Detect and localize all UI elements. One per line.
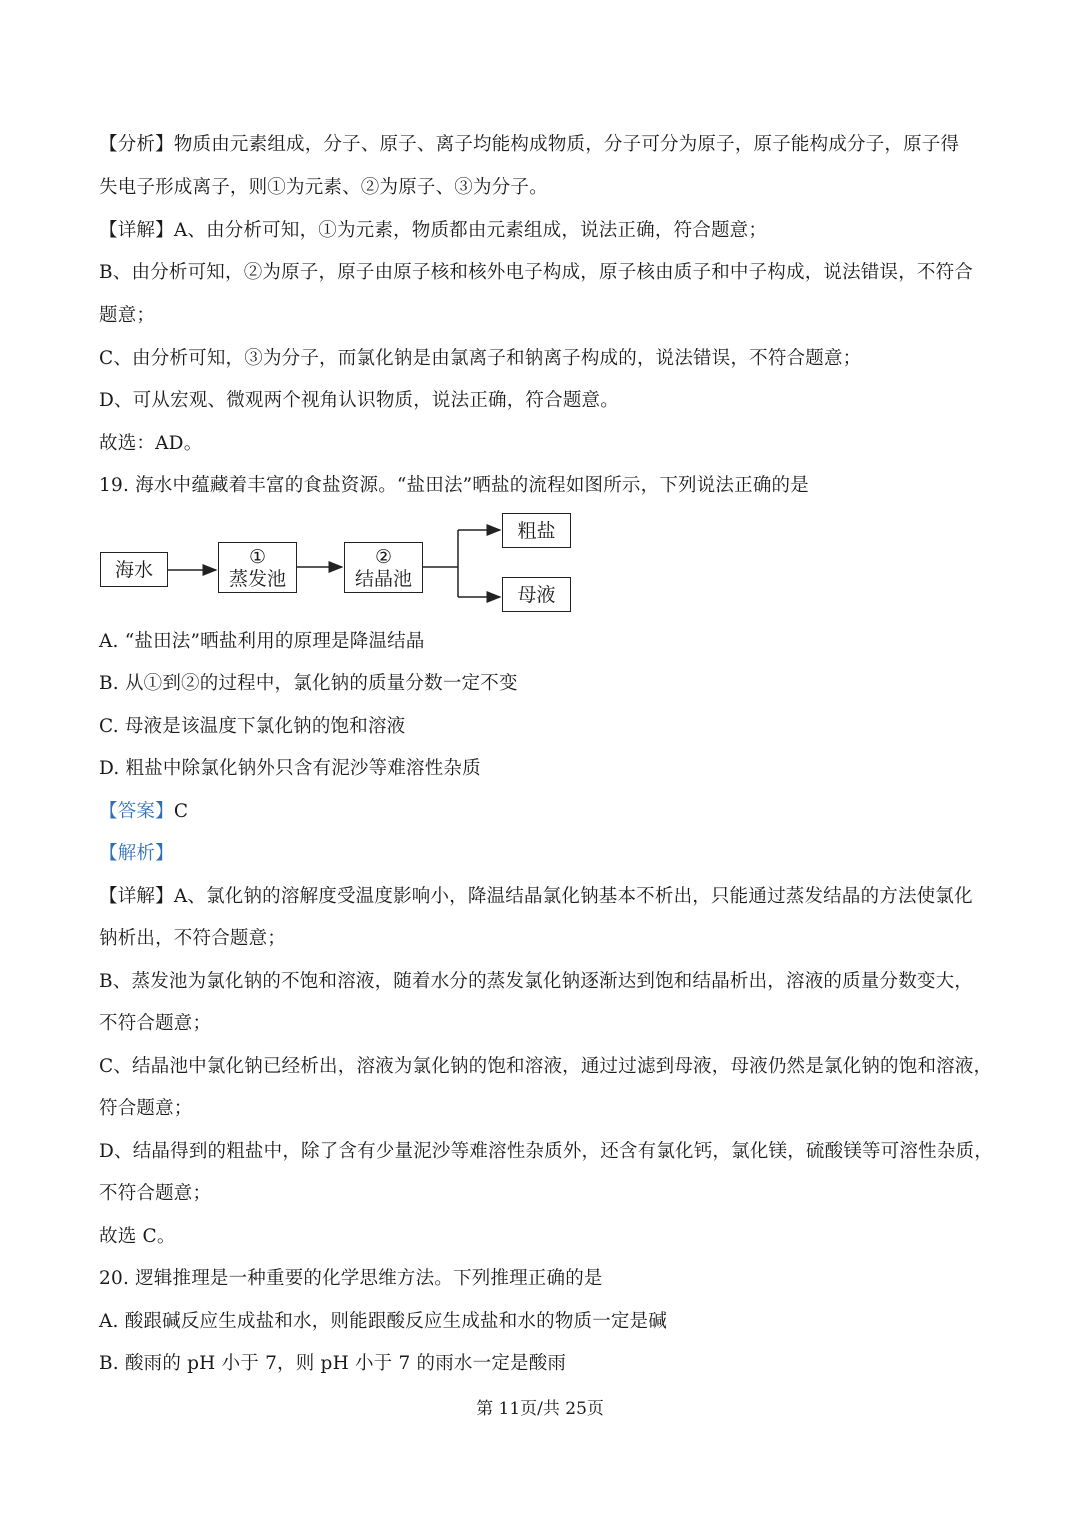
q19-detail-a2: 钠析出，不符合题意； (99, 928, 287, 949)
pond2-label: 结晶池 (354, 567, 412, 590)
pond2-number: ② (374, 545, 393, 568)
q20-option-b: B. 酸雨的 pH 小于 7，则 pH 小于 7 的雨水一定是酸雨 (99, 1353, 567, 1374)
crude-salt-box (502, 513, 571, 548)
detail18-label: 【详解】 (99, 220, 174, 241)
q19-detail-b1: B、蒸发池为氯化钠的不饱和溶液，随着水分的蒸发氯化钠逐渐达到饱和结晶析出，溶液的质量分数变大， (99, 971, 973, 992)
detail18-a-text: A、由分析可知，①为元素，物质都由元素组成，说法正确，符合题意； (173, 220, 768, 241)
detail18-line-b1: B、由分析可知，②为原子，原子由原子核和核外电子构成，原子核由质子和中子构成，说法错误，不符合 (99, 262, 973, 283)
q19-detail-b2: 不符合题意； (99, 1013, 212, 1034)
q19-detail-a1 (99, 884, 989, 910)
mother-liquor-box (502, 577, 571, 612)
q20-option-a: A. 酸跟碱反应生成盐和水，则能跟酸反应生成盐和水的物质一定是碱 (99, 1311, 668, 1332)
pond1-label: 蒸发池 (228, 567, 286, 590)
q19-option-c: C. 母液是该温度下氯化钠的饱和溶液 (99, 716, 406, 737)
analysis-line-2: 失电子形成离子，则①为元素、②为原子、③为分子。 (99, 177, 548, 198)
detail18-line-d: D、可从宏观、微观两个视角认识物质，说法正确，符合题意。 (99, 390, 619, 411)
q20-stem: 20. 逻辑推理是一种重要的化学思维方法。下列推理正确的是 (99, 1268, 603, 1289)
q19-detail-c1: C、结晶池中氯化钠已经析出，溶液为氯化钠的饱和溶液，通过过滤到母液，母液仍然是氯化钠的饱和溶液， (99, 1056, 993, 1077)
detail18-line-b2: 题意； (99, 305, 156, 326)
q19-option-a: A. “盐田法”晒盐利用的原理是降温结晶 (99, 631, 425, 652)
detail18-answer: 故选：AD。 (99, 433, 203, 454)
mother-liquor-label: 母液 (517, 583, 556, 606)
page-footer: 第 11页/共 25页 (476, 1399, 604, 1419)
evaporation-pond-box (218, 542, 297, 593)
q19-detail-label: 【详解】 (99, 886, 174, 907)
seawater-box (100, 552, 168, 587)
seawater-label: 海水 (114, 558, 153, 581)
q19-answer-value: C (173, 801, 189, 822)
q19-stem: 19. 海水中蕴藏着丰富的食盐资源。“盐田法”晒盐的流程如图所示，下列说法正确的是 (99, 475, 809, 496)
analysis-label: 【分析】 (99, 134, 174, 155)
pond1-number: ① (248, 545, 267, 568)
q19-analysis-label: 【解析】 (99, 843, 174, 864)
q19-option-b: B. 从①到②的过程中，氯化钠的质量分数一定不变 (99, 673, 518, 694)
q19-answer-line (99, 799, 989, 825)
crude-salt-label: 粗盐 (517, 519, 556, 542)
q19-detail-d2: 不符合题意； (99, 1183, 212, 1204)
crystallization-pond-box (344, 542, 423, 593)
q19-option-d: D. 粗盐中除氯化钠外只含有泥沙等难溶性杂质 (99, 758, 481, 779)
q19-final-answer: 故选 C。 (99, 1226, 176, 1247)
q19-detail-c2: 符合题意； (99, 1098, 193, 1119)
q19-detail-a1-text: A、氯化钠的溶解度受温度影响小，降温结晶氯化钠基本不析出，只能通过蒸发结晶的方法使氯化 (173, 886, 973, 907)
analysis-text-1: 物质由元素组成，分子、原子、离子均能构成物质，分子可分为原子，原子能构成分子，原子得 (173, 134, 960, 155)
q19-answer-label: 【答案】 (99, 801, 174, 822)
q19-detail-d1: D、结晶得到的粗盐中，除了含有少量泥沙等难溶性杂质外，还含有氯化钙，氯化镁，硫酸镁等可溶性杂质， (99, 1141, 993, 1162)
detail18-line-c: C、由分析可知，③为分子，而氯化钠是由氯离子和钠离子构成的，说法错误，不符合题意； (99, 348, 862, 369)
